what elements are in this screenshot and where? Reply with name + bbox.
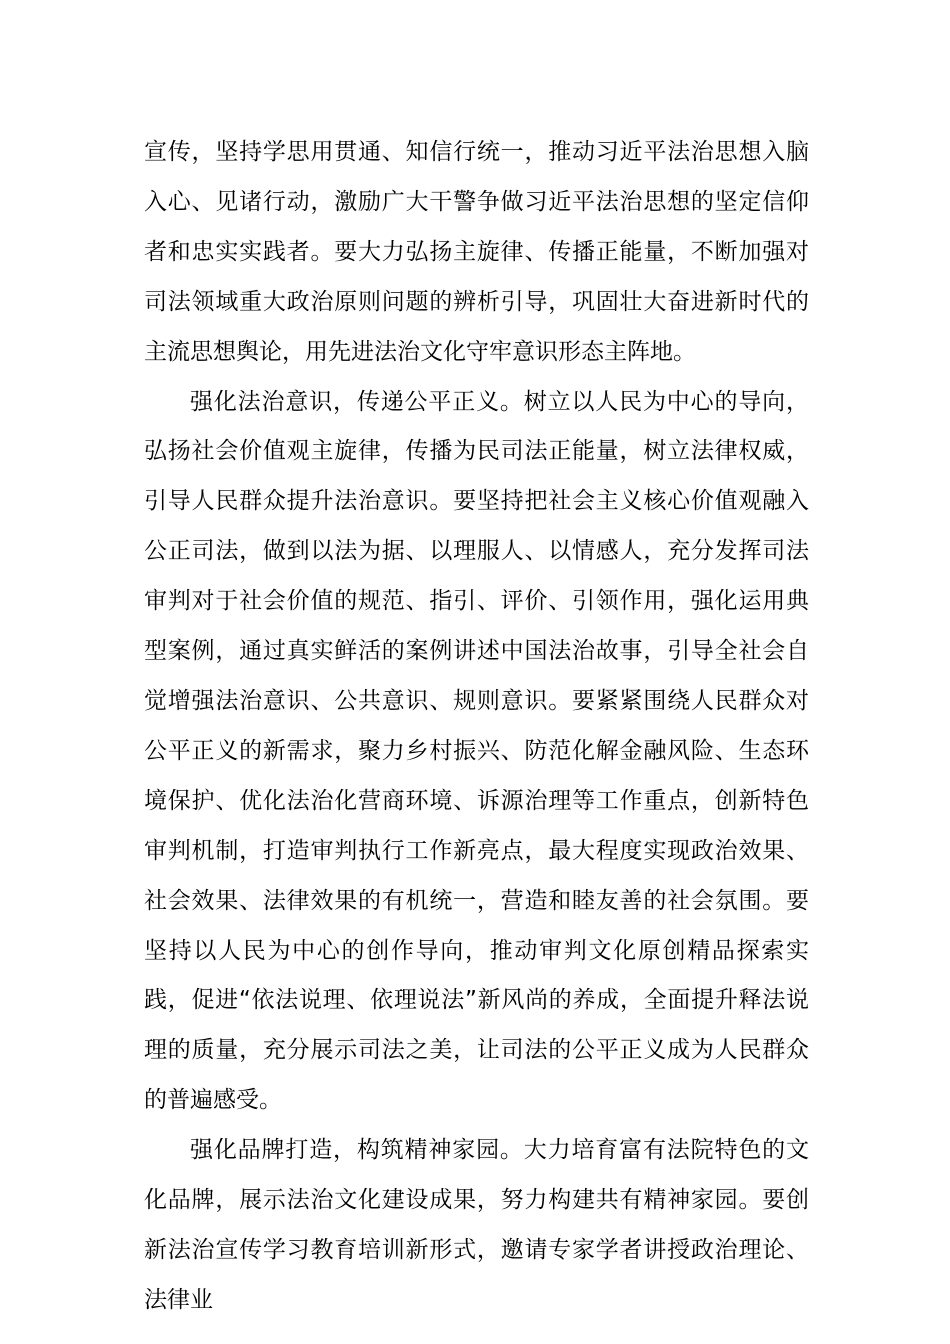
document-body (144, 128, 809, 1326)
paragraph-continuation: 宣传，坚持学思用贯通、知信行统一，推动习近平法治思想入脑入心、见诸行动，激励广大干警争做习近平法治思想的坚定信仰者和忠实实践者。要大力弘扬主旋律、传播正能量，不断加强对司法领域重大政治原则问题的辨析引导，巩固壮大奋进新时代的主流思想舆论，用先进法治文化守牢意识形态主阵地。 (144, 139, 809, 365)
paragraph-legal-awareness: 强化法治意识，传递公平正义。树立以人民为中心的导向，弘扬社会价值观主旋律，传播为民司法正能量，树立法律权威，引导人民群众提升法治意识。要坚持把社会主义核心价值观融入公正司法，做到以法为据、以理服人、以情感人，充分发挥司法审判对于社会价值的规范、指引、评价、引领作用，强化运用典型案例，通过真实鲜活的案例讲述中国法治故事，引导全社会自觉增强法治意识、公共意识、规则意识。要紧紧围绕人民群众对公平正义的新需求，聚力乡村振兴、防范化解金融风险、生态环境保护、优化法治化营商环境、诉源治理等工作重点，创新特色审判机制，打造审判执行工作新亮点，最大程度实现政治效果、社会效果、法律效果的有机统一，营造和睦友善的社会氛围。要坚持以人民为中心的创作导向，推动审判文化原创精品探索实践，促进“依法说理、依理说法”新风尚的养成，全面提升释法说理的质量，充分展示司法之美，让司法的公平正义成为人民群众的普遍感受。 (144, 388, 809, 1114)
paragraph-brand-building: 强化品牌打造，构筑精神家园。大力培育富有法院特色的文化品牌，展示法治文化建设成果，努力构建共有精神家园。要创新法治宣传学习教育培训新形式，邀请专家学者讲授政治理论、法律业 (144, 1137, 809, 1313)
